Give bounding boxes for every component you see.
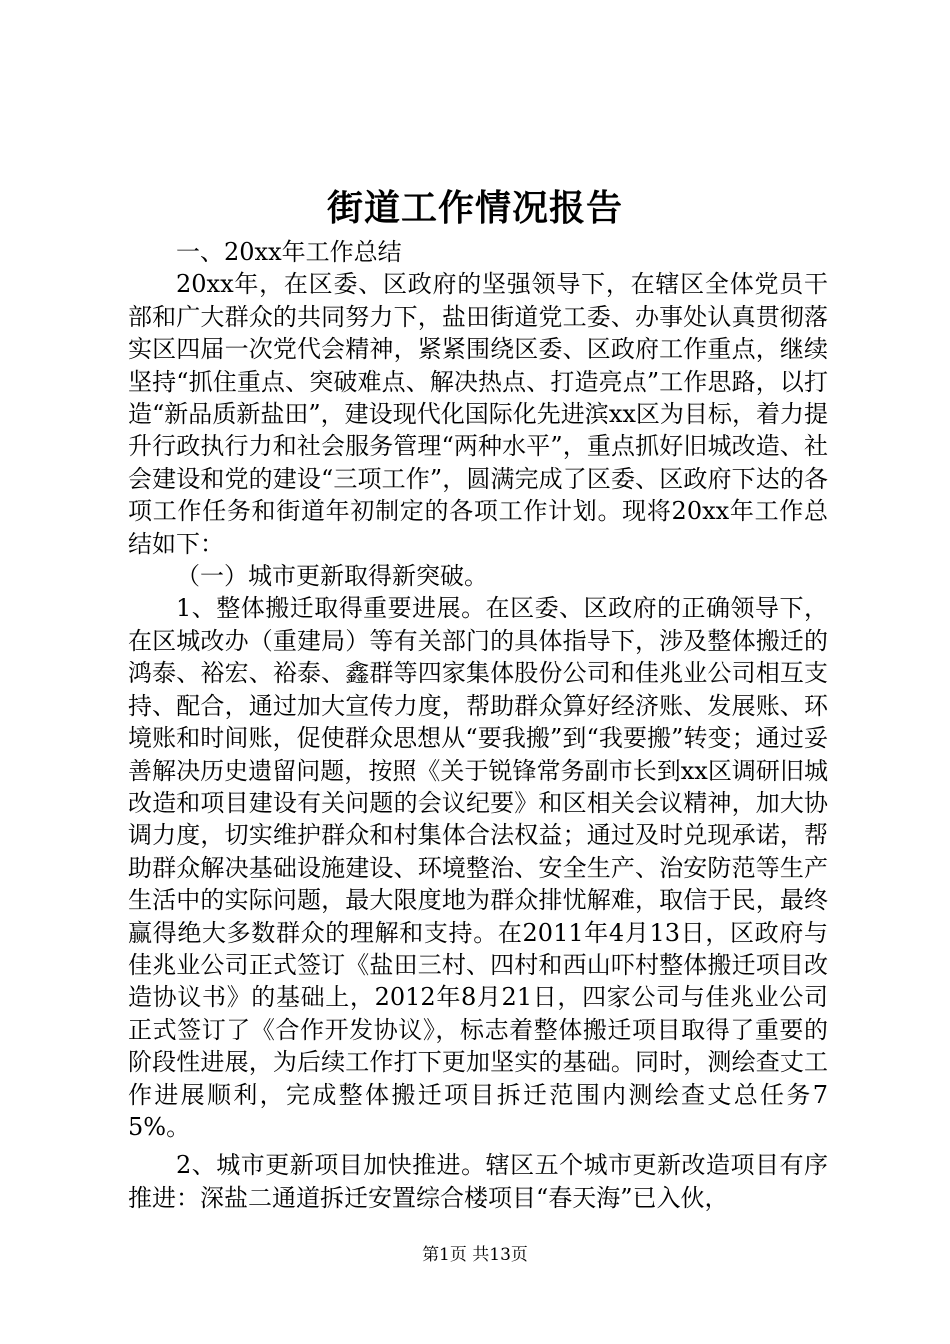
body-paragraph: 1、整体搬迁取得重要进展。在区委、区政府的正确领导下，在区城改办（重建局）等有关部门的具体指导下，涉及整体搬迁的鸿泰、裕宏、裕泰、鑫群等四家集体股份公司和佳兆业公司相互支持、配合，通过加大宣传力度，帮助群众算好经济账、发展账、环境账和时间账，促使群众思想从“要我搬”到“我要搬”转变；通过妥善解决历史遗留问题，按照《关于锐锋常务副市长到xx区调研旧城改造和项目建设有关问题的会议纪要》和区相关会议精神，加大协调力度，切实维护群众和村集体合法权益；通过及时兑现承诺，帮助群众解决基础设施建设、环境整治、安全生产、治安防范等生产生活中的实际问题，最大限度地为群众排忧解难，取信于民，最终赢得绝大多数群众的理解和支持。在2011年4月13日，区政府与佳兆业公司正式签订《盐田三村、四村和西山吓村整体搬迁项目改造协议书》的基础上，2012年8月21日，四家公司与佳兆业公司正式签订了《合作开发协议》，标志着整体搬迁项目取得了重要的阶段性进展，为后续工作打下更加坚实的基础。同时，测绘查丈工作进展顺利，完成整体搬迁项目拆迁范围内测绘查丈总任务75%。 — [128, 594, 828, 1141]
page-number-footer: 第1页 共13页 — [422, 1245, 528, 1265]
document-body — [128, 236, 828, 1214]
document-title: 街道工作情况报告 — [326, 187, 623, 229]
section-heading: 一、20xx年工作总结 — [176, 238, 402, 266]
subsection-heading: （一）城市更新取得新突破。 — [176, 562, 488, 591]
body-paragraph: 20xx年，在区委、区政府的坚强领导下，在辖区全体党员干部和广大群众的共同努力下，盐田街道党工委、办事处认真贯彻落实区四届一次党代会精神，紧紧围绕区委、区政府工作重点，继续坚持“抓住重点、突破难点、解决热点、打造亮点”工作思路，以打造“新品质新盐田”，建设现代化国际化先进滨xx区为目标，着力提升行政执行力和社会服务管理“两种水平”，重点抓好旧城改造、社会建设和党的建设“三项工作”，圆满完成了区委、区政府下达的各项工作任务和街道年初制定的各项工作计划。现将20xx年工作总结如下： — [128, 270, 828, 558]
body-paragraph: 2、城市更新项目加快推进。辖区五个城市更新改造项目有序推进：深盐二通道拆迁安置综合楼项目“春天海”已入伙， — [128, 1151, 828, 1212]
